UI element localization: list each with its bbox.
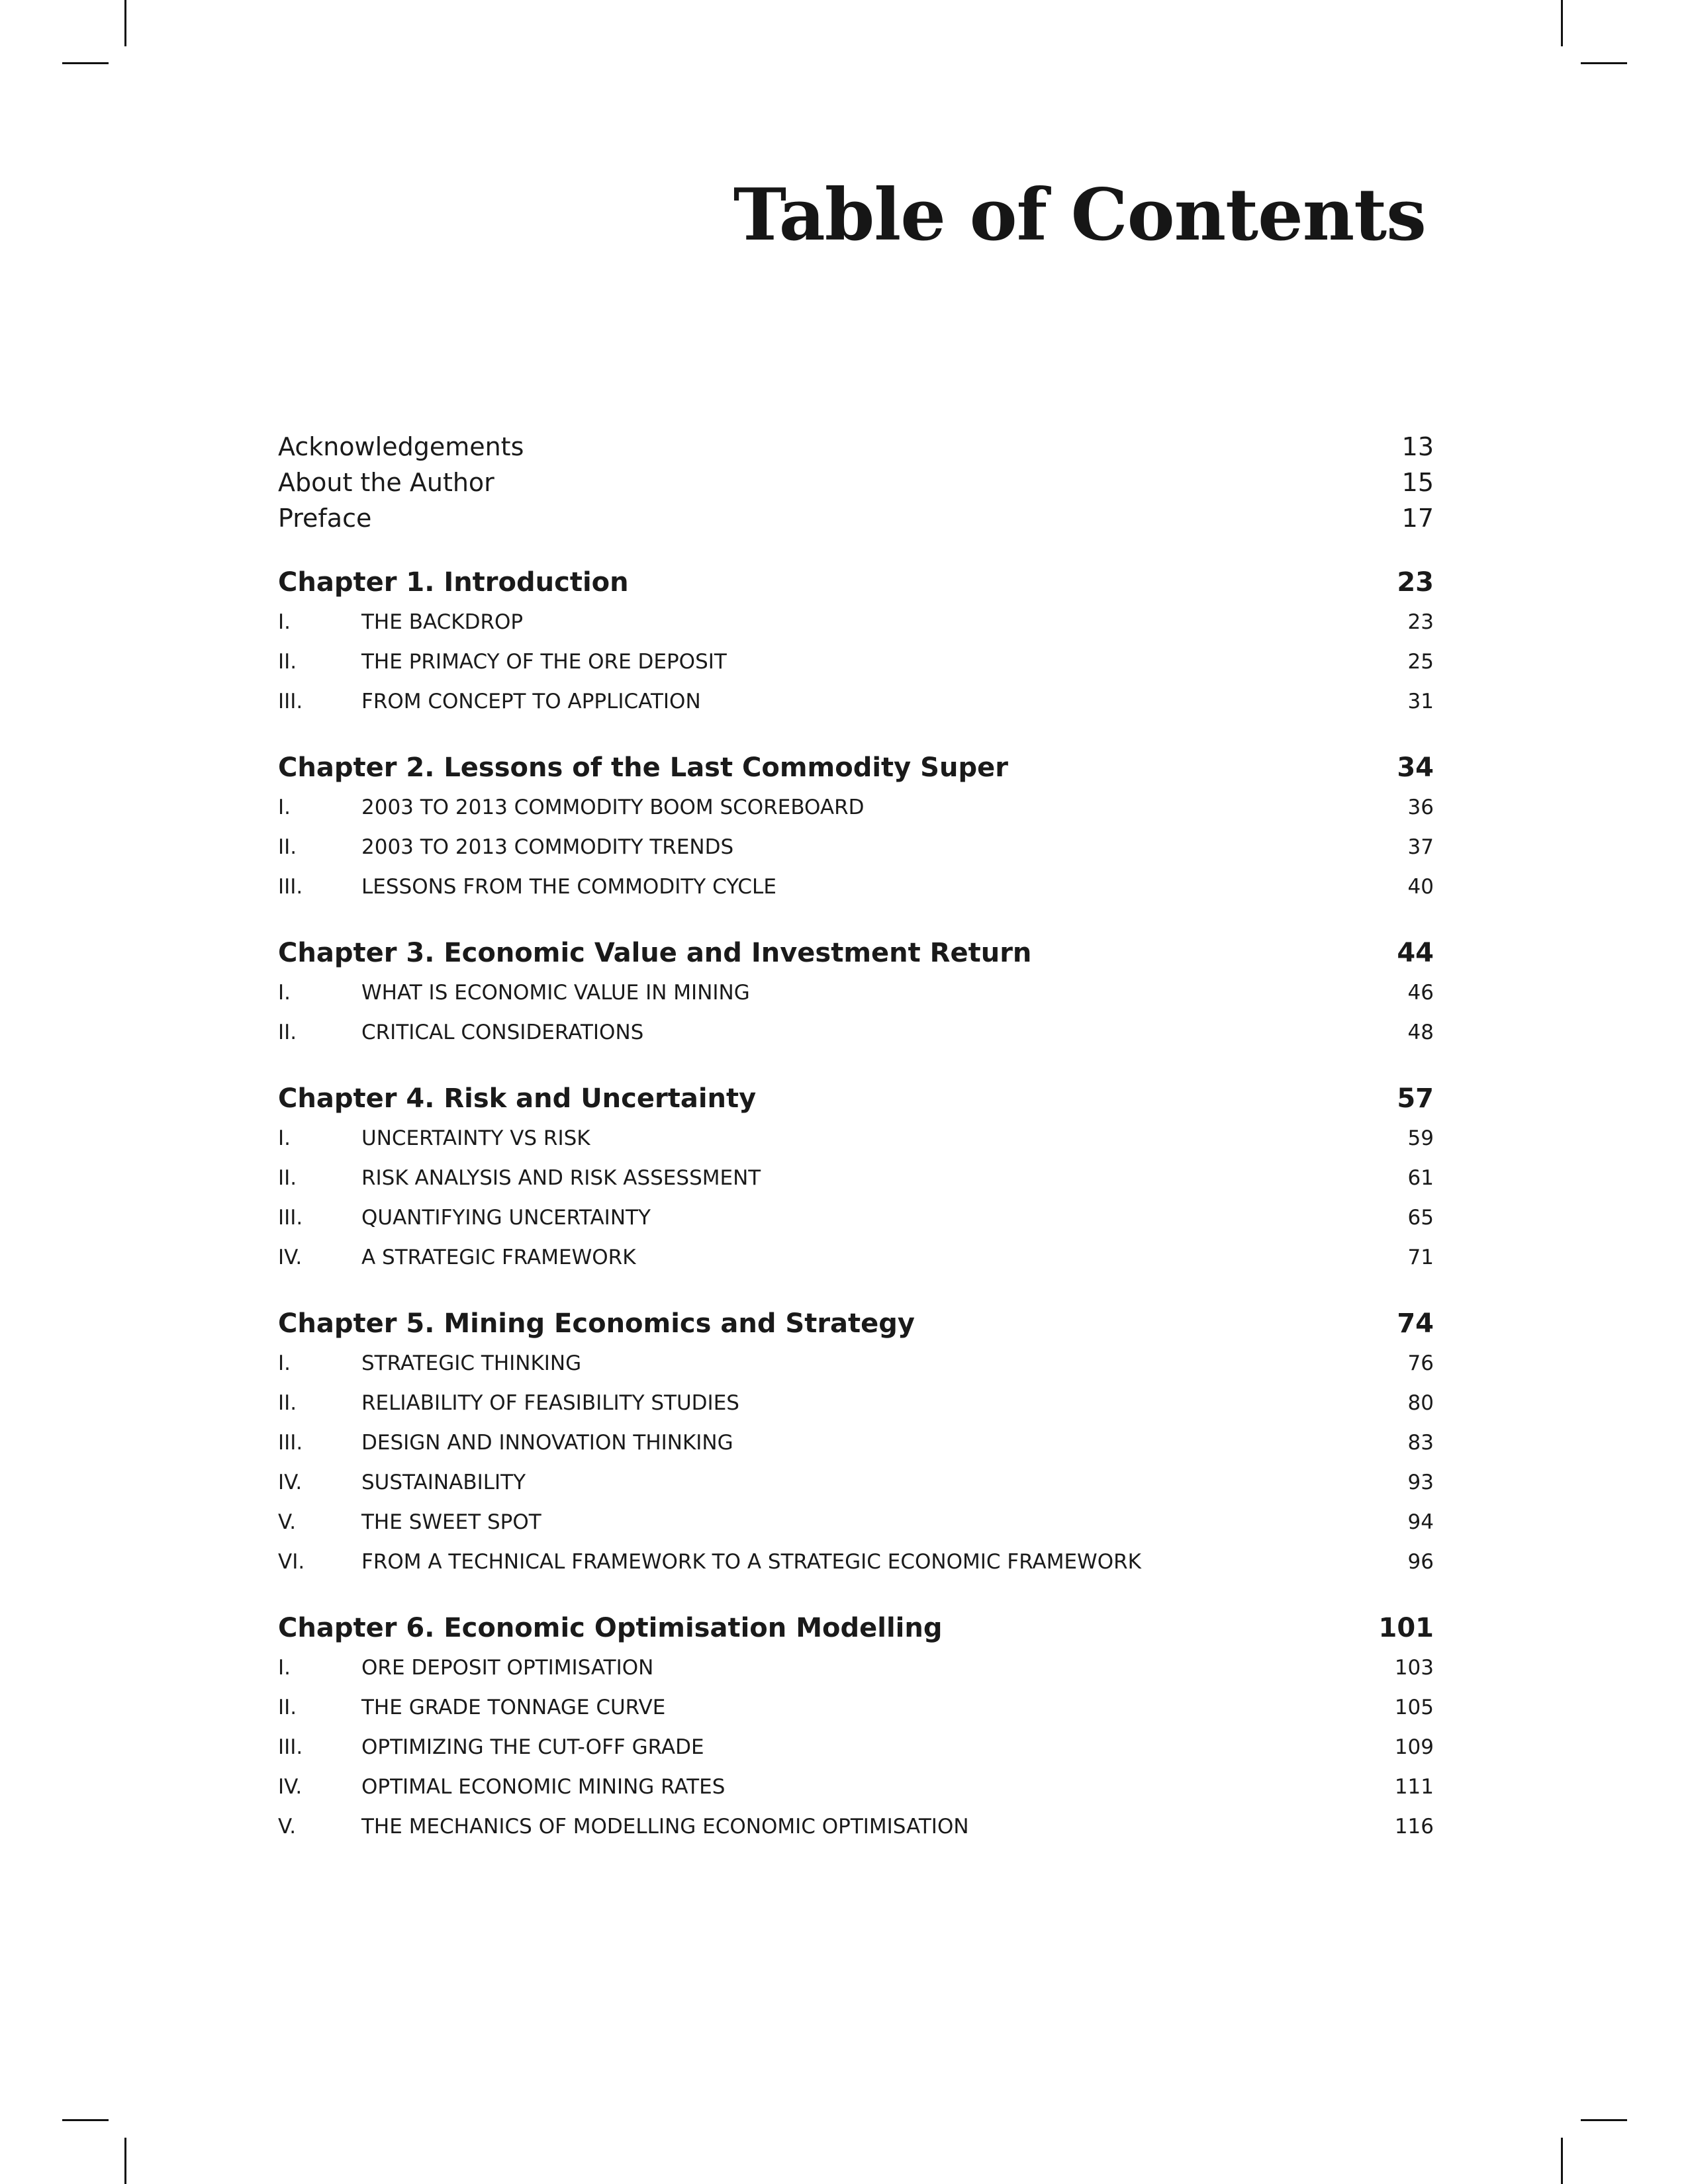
section-entry xyxy=(278,1727,704,1767)
section-numeral: I. xyxy=(278,796,291,819)
section-item xyxy=(278,1118,1434,1158)
section-entry xyxy=(278,1688,665,1727)
section-page: 40 xyxy=(1407,875,1434,899)
section-label: OPTIMIZING THE CUT-OFF GRADE xyxy=(361,1735,704,1759)
section-label: UNCERTAINTY VS RISK xyxy=(361,1126,590,1150)
section-label: THE MECHANICS OF MODELLING ECONOMIC OPTIMISATION xyxy=(361,1815,969,1839)
section-item xyxy=(278,788,1434,827)
section-item xyxy=(278,827,1434,867)
section-numeral: III. xyxy=(278,1735,303,1759)
crop-mark-top-right-horizontal xyxy=(1581,62,1627,64)
chapter-page: 101 xyxy=(1378,1613,1434,1643)
section-page: 23 xyxy=(1407,610,1434,634)
section-item xyxy=(278,1383,1434,1423)
chapter-page: 57 xyxy=(1397,1083,1434,1114)
front-matter-label: Acknowledgements xyxy=(278,432,524,461)
section-label: 2003 TO 2013 COMMODITY TRENDS xyxy=(361,835,734,859)
front-matter-item xyxy=(278,500,1434,536)
section-page: 103 xyxy=(1394,1656,1434,1680)
section-page: 36 xyxy=(1407,796,1434,819)
front-matter-item xyxy=(278,429,1434,465)
section-numeral: II. xyxy=(278,835,297,859)
chapter-page: 23 xyxy=(1397,567,1434,598)
section-page: 59 xyxy=(1407,1126,1434,1150)
section-page: 96 xyxy=(1407,1550,1434,1574)
section-item xyxy=(278,1013,1434,1052)
section-numeral: I. xyxy=(278,981,291,1005)
chapter-heading xyxy=(278,1304,1434,1343)
section-page: 94 xyxy=(1407,1510,1434,1534)
section-label: STRATEGIC THINKING xyxy=(361,1351,582,1375)
section-numeral: II. xyxy=(278,1021,297,1044)
section-page: 109 xyxy=(1394,1735,1434,1759)
section-page: 65 xyxy=(1407,1206,1434,1230)
section-page: 105 xyxy=(1394,1696,1434,1719)
section-item xyxy=(278,1463,1434,1502)
section-numeral: II. xyxy=(278,650,297,674)
chapter-title: Chapter 6. Economic Optimisation Modelling xyxy=(278,1613,943,1643)
section-item xyxy=(278,1158,1434,1198)
chapter-title: Chapter 3. Economic Value and Investment Return xyxy=(278,938,1032,968)
chapter-title: Chapter 5. Mining Economics and Strategy xyxy=(278,1308,915,1339)
section-numeral: V. xyxy=(278,1510,297,1534)
chapter-heading xyxy=(278,933,1434,973)
section-item xyxy=(278,602,1434,642)
section-numeral: II. xyxy=(278,1696,297,1719)
section-label: RELIABILITY OF FEASIBILITY STUDIES xyxy=(361,1391,739,1415)
section-numeral: III. xyxy=(278,690,303,713)
section-item xyxy=(278,1727,1434,1767)
section-item xyxy=(278,1688,1434,1727)
chapter-title: Chapter 4. Risk and Uncertainty xyxy=(278,1083,757,1114)
chapter-block xyxy=(278,748,1434,907)
section-numeral: IV. xyxy=(278,1471,303,1494)
section-label: FROM CONCEPT TO APPLICATION xyxy=(361,690,701,713)
chapter-block xyxy=(278,1304,1434,1582)
chapter-heading xyxy=(278,748,1434,788)
section-numeral: VI. xyxy=(278,1550,305,1574)
section-item xyxy=(278,642,1434,682)
chapter-heading xyxy=(278,1079,1434,1118)
section-label: SUSTAINABILITY xyxy=(361,1471,526,1494)
section-item xyxy=(278,1502,1434,1542)
section-label: ORE DEPOSIT OPTIMISATION xyxy=(361,1656,654,1680)
section-entry xyxy=(278,1383,739,1423)
section-item xyxy=(278,1423,1434,1463)
section-page: 37 xyxy=(1407,835,1434,859)
section-entry xyxy=(278,642,727,682)
section-entry xyxy=(278,1463,526,1502)
section-entry xyxy=(278,788,865,827)
chapter-page: 74 xyxy=(1397,1308,1434,1339)
front-matter-label: Preface xyxy=(278,504,372,533)
section-label: FROM A TECHNICAL FRAMEWORK TO A STRATEGIC ECONOMIC FRAMEWORK xyxy=(361,1550,1141,1574)
chapter-block xyxy=(278,933,1434,1052)
section-page: 48 xyxy=(1407,1021,1434,1044)
section-numeral: II. xyxy=(278,1166,297,1190)
crop-mark-bottom-right-vertical xyxy=(1561,2138,1563,2184)
chapter-block xyxy=(278,1608,1434,1846)
section-item xyxy=(278,867,1434,907)
section-page: 71 xyxy=(1407,1246,1434,1269)
section-page: 61 xyxy=(1407,1166,1434,1190)
section-label: 2003 TO 2013 COMMODITY BOOM SCOREBOARD xyxy=(361,796,865,819)
chapter-page: 34 xyxy=(1397,752,1434,783)
section-label: OPTIMAL ECONOMIC MINING RATES xyxy=(361,1775,726,1799)
section-entry xyxy=(278,1767,725,1807)
section-label: THE PRIMACY OF THE ORE DEPOSIT xyxy=(361,650,727,674)
section-entry xyxy=(278,1013,643,1052)
section-label: THE BACKDROP xyxy=(361,610,524,634)
section-entry xyxy=(278,1343,581,1383)
front-matter-item xyxy=(278,465,1434,500)
section-entry xyxy=(278,682,701,721)
chapter-title: Chapter 2. Lessons of the Last Commodity Super xyxy=(278,752,1008,783)
section-numeral: IV. xyxy=(278,1246,303,1269)
front-matter-label: About the Author xyxy=(278,468,494,497)
section-numeral: II. xyxy=(278,1391,297,1415)
crop-mark-top-right-vertical xyxy=(1561,0,1563,46)
section-item xyxy=(278,973,1434,1013)
section-label: DESIGN AND INNOVATION THINKING xyxy=(361,1431,733,1455)
section-item xyxy=(278,1767,1434,1807)
section-item xyxy=(278,1198,1434,1238)
section-item xyxy=(278,682,1434,721)
section-numeral: III. xyxy=(278,1206,303,1230)
section-page: 93 xyxy=(1407,1471,1434,1494)
front-matter-page: 13 xyxy=(1401,432,1434,461)
section-item xyxy=(278,1343,1434,1383)
section-entry xyxy=(278,827,733,867)
chapter-block xyxy=(278,563,1434,721)
section-entry xyxy=(278,1238,636,1277)
section-entry xyxy=(278,1198,651,1238)
section-numeral: IV. xyxy=(278,1775,303,1799)
section-entry xyxy=(278,1423,733,1463)
section-numeral: III. xyxy=(278,875,303,899)
section-page: 76 xyxy=(1407,1351,1434,1375)
section-numeral: I. xyxy=(278,610,291,634)
chapter-heading xyxy=(278,563,1434,602)
section-label: CRITICAL CONSIDERATIONS xyxy=(361,1021,644,1044)
section-label: THE SWEET SPOT xyxy=(361,1510,541,1534)
crop-mark-top-left-vertical xyxy=(124,0,126,46)
section-numeral: I. xyxy=(278,1656,291,1680)
section-page: 83 xyxy=(1407,1431,1434,1455)
chapter-list xyxy=(278,563,1434,1846)
section-label: RISK ANALYSIS AND RISK ASSESSMENT xyxy=(361,1166,761,1190)
section-entry xyxy=(278,602,523,642)
front-matter-list xyxy=(278,429,1434,536)
section-item xyxy=(278,1542,1434,1582)
section-label: WHAT IS ECONOMIC VALUE IN MINING xyxy=(361,981,750,1005)
page-title: Table of Contents xyxy=(733,173,1426,257)
section-page: 116 xyxy=(1394,1815,1434,1839)
table-of-contents xyxy=(278,429,1434,1861)
section-label: QUANTIFYING UNCERTAINTY xyxy=(361,1206,651,1230)
section-page: 25 xyxy=(1407,650,1434,674)
section-entry xyxy=(278,973,750,1013)
chapter-block xyxy=(278,1079,1434,1277)
chapter-heading xyxy=(278,1608,1434,1648)
section-numeral: I. xyxy=(278,1351,291,1375)
section-entry xyxy=(278,1158,761,1198)
section-item xyxy=(278,1648,1434,1688)
section-entry xyxy=(278,1542,1141,1582)
chapter-page: 44 xyxy=(1397,938,1434,968)
section-label: A STRATEGIC FRAMEWORK xyxy=(361,1246,636,1269)
section-entry xyxy=(278,1118,590,1158)
section-label: LESSONS FROM THE COMMODITY CYCLE xyxy=(361,875,776,899)
crop-mark-bottom-left-vertical xyxy=(124,2138,126,2184)
section-item xyxy=(278,1807,1434,1846)
section-numeral: V. xyxy=(278,1815,297,1839)
section-numeral: I. xyxy=(278,1126,291,1150)
section-page: 31 xyxy=(1407,690,1434,713)
section-numeral: III. xyxy=(278,1431,303,1455)
chapter-title: Chapter 1. Introduction xyxy=(278,567,629,598)
section-page: 46 xyxy=(1407,981,1434,1005)
section-item xyxy=(278,1238,1434,1277)
front-matter-page: 17 xyxy=(1401,504,1434,533)
crop-mark-bottom-left-horizontal xyxy=(62,2119,109,2121)
crop-mark-top-left-horizontal xyxy=(62,62,109,64)
section-entry xyxy=(278,1648,653,1688)
section-page: 80 xyxy=(1407,1391,1434,1415)
section-entry xyxy=(278,1502,541,1542)
section-entry xyxy=(278,1807,969,1846)
crop-mark-bottom-right-horizontal xyxy=(1581,2119,1627,2121)
section-entry xyxy=(278,867,776,907)
section-label: THE GRADE TONNAGE CURVE xyxy=(361,1696,666,1719)
front-matter-page: 15 xyxy=(1401,468,1434,497)
section-page: 111 xyxy=(1394,1775,1434,1799)
